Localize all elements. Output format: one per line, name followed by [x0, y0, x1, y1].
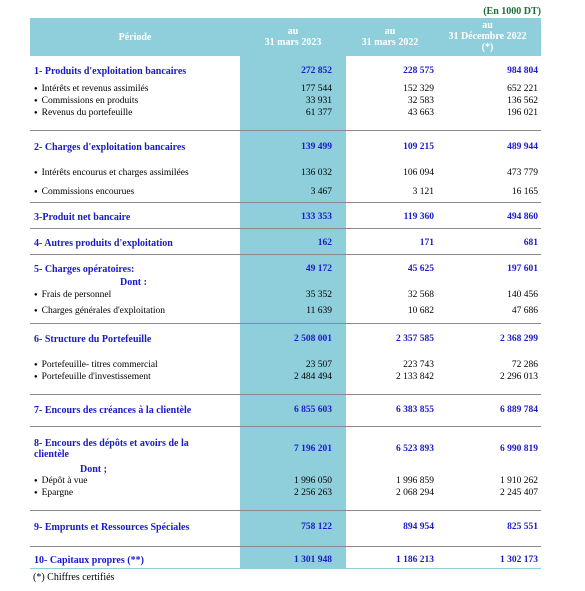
value: 6 990 819 [500, 444, 538, 454]
row-separator [30, 228, 541, 229]
value: 106 094 [403, 168, 434, 178]
item-label: ● Intérêts et revenus assimilés [34, 84, 148, 96]
item-label: ● Epargne [34, 488, 73, 500]
financial-indicators-table [30, 18, 541, 569]
value: 49 172 [305, 264, 332, 274]
value: 162 [317, 238, 332, 248]
item-label: ● Frais de personnel [34, 290, 111, 302]
section-title-1: 1- Produits d'exploitation bancaires [34, 66, 187, 77]
value: 11 639 [306, 306, 332, 316]
value: 1 910 262 [500, 476, 538, 486]
value: 489 944 [507, 142, 538, 152]
value: 119 360 [403, 212, 434, 222]
section-title-4: 4- Autres produits d'exploitation [34, 238, 173, 249]
item-label: ● Commissions en produits [34, 96, 138, 108]
value: 272 852 [301, 66, 332, 76]
dont-label: Dont ; [80, 464, 107, 475]
value: 47 686 [511, 306, 538, 316]
item-label: ● Dépôt à vue [34, 476, 88, 488]
value: 1 301 948 [294, 555, 332, 565]
dont-label: Dont : [120, 277, 147, 288]
value: 109 215 [403, 142, 434, 152]
item-label: ● Intérêts encourus et charges assimilées [34, 168, 189, 180]
value: 2 484 494 [294, 372, 332, 382]
value: 2 508 001 [294, 334, 332, 344]
section-title-5: 5- Charges opératoires: [34, 264, 135, 275]
value: 136 032 [301, 168, 332, 178]
value: 45 625 [407, 264, 434, 274]
section-title-9: 9- Emprunts et Ressources Spéciales [34, 522, 190, 533]
value: 32 583 [407, 96, 434, 106]
header-col2: au 31 mars 2022 [361, 26, 419, 48]
section-title-6: 6- Structure du Portefeuille [34, 334, 152, 345]
section-title-7: 7- Encours des créances à la clientèle [34, 405, 192, 416]
item-label: ● Portefeuille d'investissement [34, 372, 151, 384]
value: 223 743 [403, 360, 434, 370]
section-title-10: 10- Capitaux propres (**) [34, 555, 144, 566]
row-separator [30, 426, 541, 427]
row-separator [30, 254, 541, 255]
row-separator [30, 202, 541, 203]
value: 6 383 855 [396, 405, 434, 415]
value: 32 568 [407, 290, 434, 300]
value: 2 068 294 [396, 488, 434, 498]
value: 6 523 893 [396, 444, 434, 454]
value: 2 296 013 [500, 372, 538, 382]
value: 2 133 842 [396, 372, 434, 382]
value: 681 [523, 238, 538, 248]
value: 1 186 213 [396, 555, 434, 565]
unit-note: (En 1000 DT) [483, 6, 541, 17]
section-title-2: 2- Charges d'exploitation bancaires [34, 142, 186, 153]
item-label: ● Charges générales d'exploitation [34, 306, 165, 318]
value: 2 368 299 [500, 334, 538, 344]
value: 1 996 859 [396, 476, 434, 486]
row-separator [30, 510, 541, 511]
value: 171 [419, 238, 434, 248]
value: 6 855 603 [294, 405, 332, 415]
value: 152 329 [403, 84, 434, 94]
value: 825 551 [507, 522, 538, 532]
value: 139 499 [301, 142, 332, 152]
value: 228 575 [403, 66, 434, 76]
value: 16 165 [511, 187, 538, 197]
value: 2 357 585 [396, 334, 434, 344]
section-title-8: 8- Encours des dépôts et avoirs de la clientèle [34, 438, 189, 460]
value: 2 256 263 [294, 488, 332, 498]
value: 494 860 [507, 212, 538, 222]
value: 177 544 [301, 84, 332, 94]
value: 136 562 [507, 96, 538, 106]
value: 10 682 [407, 306, 434, 316]
value: 894 954 [403, 522, 434, 532]
value: 43 663 [407, 108, 434, 118]
row-separator [30, 394, 541, 395]
item-label: ● Revenus du portefeuille [34, 108, 132, 120]
table-bottom-border [30, 568, 541, 569]
value: 6 889 784 [500, 405, 538, 415]
value: 140 456 [507, 290, 538, 300]
value: 3 121 [412, 187, 434, 197]
row-separator [30, 546, 541, 547]
value: 35 352 [305, 290, 332, 300]
value: 1 302 173 [500, 555, 538, 565]
value: 984 804 [507, 66, 538, 76]
footnote: (*) Chiffres certifiés [33, 572, 115, 583]
value: 473 779 [507, 168, 538, 178]
header-col1: au 31 mars 2023 [264, 26, 322, 48]
item-label: ● Commissions encourues [34, 187, 134, 199]
value: 61 377 [305, 108, 332, 118]
header-period: Période [118, 32, 152, 43]
value: 3 467 [310, 187, 332, 197]
row-separator [30, 323, 541, 324]
value: 33 931 [305, 96, 332, 106]
value: 758 122 [301, 522, 332, 532]
section-title-3: 3-Produit net bancaire [34, 212, 131, 223]
row-separator [30, 130, 541, 131]
value: 7 196 201 [294, 444, 332, 454]
value: 72 286 [511, 360, 538, 370]
value: 2 245 407 [500, 488, 538, 498]
value: 196 021 [507, 108, 538, 118]
item-label: ● Portefeuille- titres commercial [34, 360, 158, 372]
header-col3: au 31 Décembre 2022 (*) [448, 20, 527, 53]
value: 197 601 [507, 264, 538, 274]
value: 652 221 [507, 84, 538, 94]
value: 133 353 [301, 212, 332, 222]
value: 23 507 [305, 360, 332, 370]
value: 1 996 050 [294, 476, 332, 486]
